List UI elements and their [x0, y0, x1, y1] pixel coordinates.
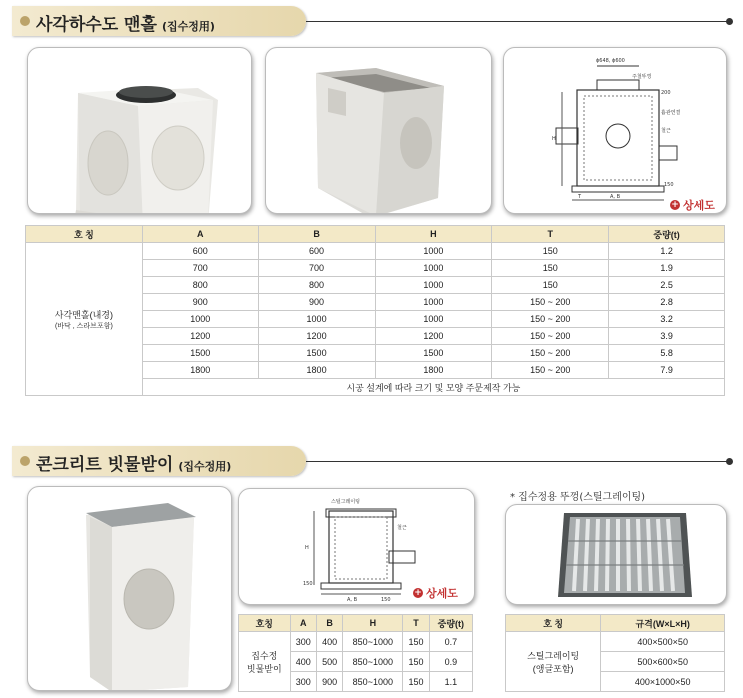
cell: 1500	[375, 345, 492, 362]
drawing-rebar-label: 철근	[661, 128, 671, 134]
grating-spec-table	[505, 614, 725, 692]
cell: 600	[258, 243, 375, 260]
cell: 1200	[375, 328, 492, 345]
table-header-row	[239, 615, 473, 632]
cell: 400×1000×50	[601, 672, 725, 692]
cell: 150	[403, 672, 429, 692]
manhole-detail-drawing	[504, 48, 726, 213]
col-header: 중량(t)	[609, 226, 725, 243]
col-header: A	[142, 226, 258, 243]
plus-circle-icon: +	[414, 588, 422, 598]
drawing-rebar-label: 철근	[397, 525, 407, 531]
cell: 1000	[375, 260, 492, 277]
raincatch-spec-table	[238, 614, 473, 692]
section2-detail-button[interactable]	[413, 585, 458, 601]
cell: 900	[258, 294, 375, 311]
raincatch-photo	[27, 486, 232, 691]
manhole-photo-closed	[27, 47, 252, 214]
cell: 150	[403, 632, 429, 652]
cell: 400	[316, 632, 342, 652]
section1-header	[0, 6, 743, 36]
col-header: 호 칭	[506, 615, 601, 632]
drawing-t-label: 150	[381, 597, 391, 603]
section1-detail-button[interactable]	[670, 197, 715, 213]
table-row	[239, 632, 473, 652]
col-header: H	[343, 615, 403, 632]
cell: 1200	[258, 328, 375, 345]
grating-photo	[505, 504, 727, 605]
name-cell	[26, 243, 143, 396]
drawing-cover-label: 주철뚜껑	[632, 74, 652, 80]
cell: 2.5	[609, 277, 725, 294]
drawing-dia-label: ϕ648, ϕ600	[596, 58, 625, 64]
cell: 400×500×50	[601, 632, 725, 652]
cell: 5.8	[609, 345, 725, 362]
drawing-h-label: H	[552, 136, 556, 142]
cell: 850~1000	[343, 652, 403, 672]
drawing-200-label: 200	[661, 90, 671, 96]
section2-title-tab	[12, 446, 306, 476]
col-header: A	[290, 615, 316, 632]
section2-title-suffix: (집수정用)	[178, 460, 232, 473]
cell: 150	[492, 260, 609, 277]
table-row	[26, 243, 725, 260]
col-header: 중량(t)	[429, 615, 472, 632]
manhole-detail-drawing-card	[503, 47, 727, 214]
name-cell	[506, 632, 601, 692]
section1-divider	[306, 21, 728, 22]
table-header-row	[506, 615, 725, 632]
cell: 150 ~ 200	[492, 362, 609, 379]
col-header: T	[492, 226, 609, 243]
manhole-open-image	[266, 48, 491, 213]
section2-title: 콘크리트 빗물받이	[36, 455, 174, 475]
cell: 0.7	[429, 632, 472, 652]
cell: 1000	[375, 277, 492, 294]
cell: 150 ~ 200	[492, 345, 609, 362]
cell: 1500	[142, 345, 258, 362]
col-header: B	[258, 226, 375, 243]
drawing-150-label: 150	[664, 182, 674, 188]
cell: 1000	[375, 311, 492, 328]
cell: 700	[142, 260, 258, 277]
cell: 3.2	[609, 311, 725, 328]
cell: 300	[290, 672, 316, 692]
divider-end-dot	[726, 18, 733, 25]
section2-header	[0, 446, 743, 476]
section1-title: 사각하수도 맨홀	[36, 15, 157, 35]
cell: 1000	[375, 294, 492, 311]
name-main: 스틸그레이팅	[527, 650, 580, 661]
cell: 150 ~ 200	[492, 294, 609, 311]
col-header: 규격(W×L×H)	[601, 615, 725, 632]
cell: 1000	[375, 243, 492, 260]
cell: 150	[492, 243, 609, 260]
bullet-icon	[20, 456, 30, 466]
col-header: H	[375, 226, 492, 243]
cell: 1500	[258, 345, 375, 362]
cell: 850~1000	[343, 632, 403, 652]
divider-end-dot	[726, 458, 733, 465]
manhole-spec-table	[25, 225, 725, 396]
cell: 150 ~ 200	[492, 328, 609, 345]
col-header: B	[316, 615, 342, 632]
bullet-icon	[20, 16, 30, 26]
cell: 1800	[375, 362, 492, 379]
cell: 1.1	[429, 672, 472, 692]
detail-button-label: 상세도	[683, 199, 715, 212]
cell: 1000	[142, 311, 258, 328]
cell: 150	[492, 277, 609, 294]
cell: 900	[316, 672, 342, 692]
cell: 7.9	[609, 362, 725, 379]
section1-title-tab	[12, 6, 306, 36]
col-header: 호 칭	[26, 226, 143, 243]
cell: 150 ~ 200	[492, 311, 609, 328]
cell: 700	[258, 260, 375, 277]
cell: 500	[316, 652, 342, 672]
grating-caption: * 집수정용 뚜껑(스틸그레이팅)	[510, 492, 646, 503]
cell: 1200	[142, 328, 258, 345]
cell: 300	[290, 632, 316, 652]
cell: 800	[142, 277, 258, 294]
manhole-closed-image	[28, 48, 251, 213]
cell: 600	[142, 243, 258, 260]
cell: 900	[142, 294, 258, 311]
cell: 150	[403, 652, 429, 672]
cell: 0.9	[429, 652, 472, 672]
detail-button-label: 상세도	[426, 587, 458, 600]
manhole-photo-open	[265, 47, 492, 214]
cell: 1.9	[609, 260, 725, 277]
table-note: 시공 설계에 따라 크기 및 모양 주문제작 가능	[142, 379, 724, 396]
name-sub: 빗물받이	[246, 663, 282, 674]
col-header: 호칭	[239, 615, 291, 632]
cell: 2.8	[609, 294, 725, 311]
drawing-150-label: 150	[303, 581, 313, 587]
name-cell	[239, 632, 291, 692]
col-header: T	[403, 615, 429, 632]
cell: 500×600×50	[601, 652, 725, 672]
cell: 1.2	[609, 243, 725, 260]
drawing-ab-label: A, B	[347, 597, 358, 603]
cell: 1000	[258, 311, 375, 328]
drawing-ab-label: A, B	[610, 194, 621, 200]
cell: 850~1000	[343, 672, 403, 692]
grating-image	[506, 505, 726, 604]
table-header-row	[26, 226, 725, 243]
drawing-h-label: H	[305, 545, 309, 551]
drawing-pipe-label: 흄관연결	[661, 110, 681, 116]
cell: 800	[258, 277, 375, 294]
name-sub: (바닥 , 스라브포함)	[54, 322, 113, 330]
section2-divider	[306, 461, 728, 462]
cell: 1800	[258, 362, 375, 379]
raincatch-image	[28, 487, 231, 690]
name-sub: (앵글포함)	[532, 663, 574, 674]
name-main: 사각맨홀(내경)	[54, 309, 113, 320]
name-main: 집수정	[251, 650, 278, 661]
plus-circle-icon: +	[671, 200, 679, 210]
drawing-grating-label: 스틸그레이팅	[331, 499, 360, 505]
cell: 1800	[142, 362, 258, 379]
cell: 400	[290, 652, 316, 672]
section1-title-suffix: (집수정用)	[161, 20, 215, 33]
raincatch-detail-drawing-card	[238, 488, 475, 605]
drawing-t-label: T	[578, 194, 582, 200]
cell: 3.9	[609, 328, 725, 345]
table-row	[506, 632, 725, 652]
